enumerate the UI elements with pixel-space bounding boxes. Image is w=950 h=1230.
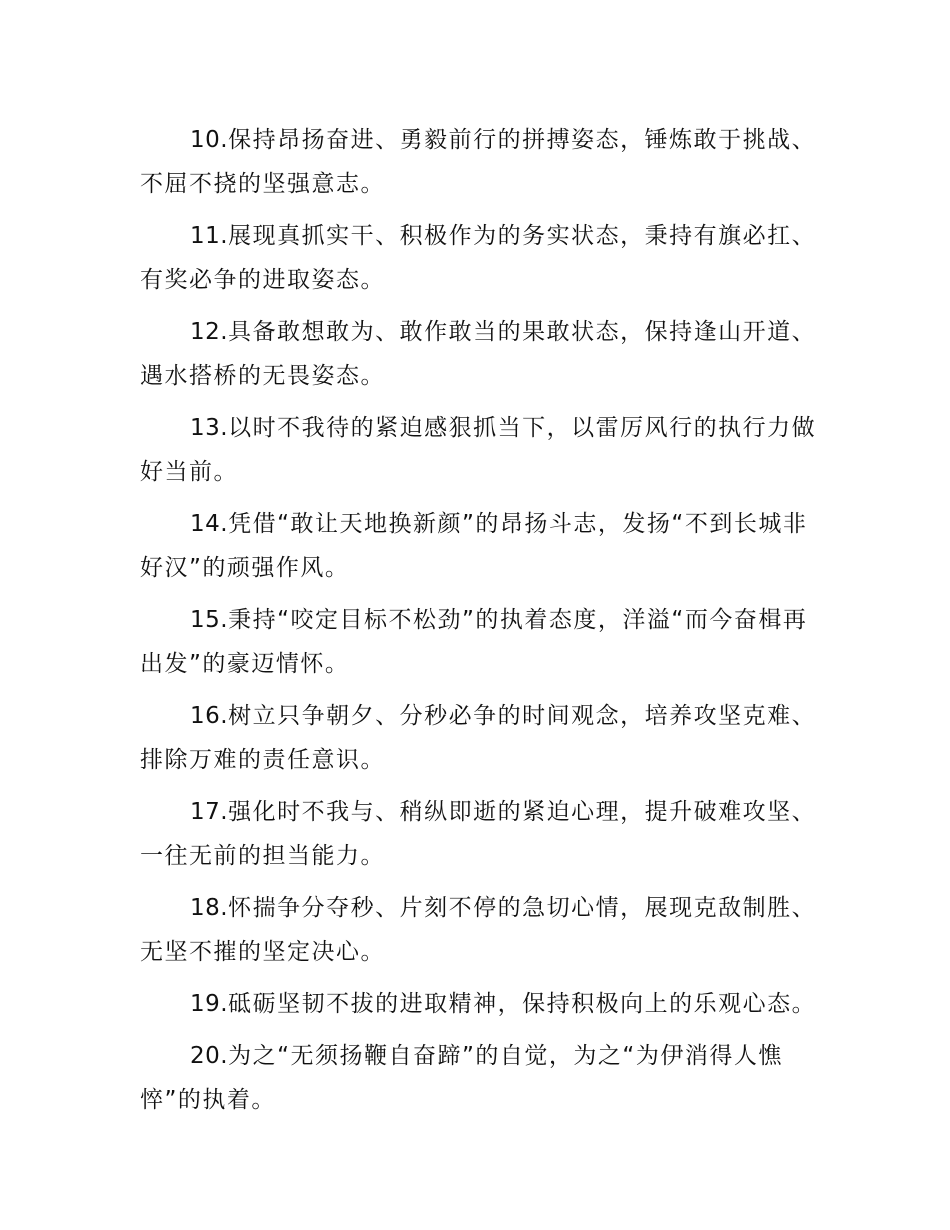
paragraph-18 (140, 886, 830, 974)
paragraph-number: 19. (190, 991, 229, 1017)
paragraph-text: 树立只争朝夕、分秒必争的时间观念，培养攻坚克难、排除万难的责任意识。 (140, 703, 817, 773)
paragraph-10 (140, 118, 830, 206)
paragraph-text: 砥砺坚韧不拔的进取精神，保持积极向上的乐观心态。 (228, 991, 817, 1017)
document-body (140, 118, 830, 1130)
paragraph-text: 秉持“咬定目标不松劲”的执着态度，洋溢“而今奋楫再出发”的豪迈情怀。 (140, 607, 808, 677)
paragraph-number: 17. (190, 799, 229, 825)
paragraph-number: 10. (190, 127, 229, 153)
paragraph-text: 怀揣争分夺秒、片刻不停的急切心情，展现克敌制胜、无坚不摧的坚定决心。 (140, 895, 817, 965)
paragraph-11 (140, 214, 830, 302)
paragraph-number: 12. (190, 319, 229, 345)
paragraph-number: 18. (190, 895, 229, 921)
paragraph-15 (140, 598, 830, 686)
paragraph-number: 13. (190, 415, 229, 441)
paragraph-number: 16. (190, 703, 229, 729)
paragraph-text: 以时不我待的紧迫感狠抓当下，以雷厉风行的执行力做好当前。 (140, 415, 817, 485)
paragraph-text: 强化时不我与、稍纵即逝的紧迫心理，提升破难攻坚、一往无前的担当能力。 (140, 799, 817, 869)
paragraph-text: 展现真抓实干、积极作为的务实状态，秉持有旗必扛、有奖必争的进取姿态。 (140, 223, 817, 293)
paragraph-19 (140, 982, 830, 1026)
paragraph-text: 凭借“敢让天地换新颜”的昂扬斗志，发扬“不到长城非好汉”的顽强作风。 (140, 511, 808, 581)
paragraph-number: 11. (190, 223, 229, 249)
paragraph-16 (140, 694, 830, 782)
paragraph-text: 具备敢想敢为、敢作敢当的果敢状态，保持逢山开道、遇水搭桥的无畏姿态。 (140, 319, 817, 389)
paragraph-text: 保持昂扬奋进、勇毅前行的拼搏姿态，锤炼敢于挑战、不屈不挠的坚强意志。 (140, 127, 817, 197)
paragraph-number: 20. (190, 1043, 229, 1069)
paragraph-number: 14. (190, 511, 229, 537)
paragraph-14 (140, 502, 830, 590)
paragraph-17 (140, 790, 830, 878)
paragraph-20 (140, 1034, 830, 1122)
paragraph-text: 为之“无须扬鞭自奋蹄”的自觉，为之“为伊消得人憔悴”的执着。 (140, 1043, 783, 1113)
paragraph-12 (140, 310, 830, 398)
paragraph-number: 15. (190, 607, 229, 633)
paragraph-13 (140, 406, 830, 494)
